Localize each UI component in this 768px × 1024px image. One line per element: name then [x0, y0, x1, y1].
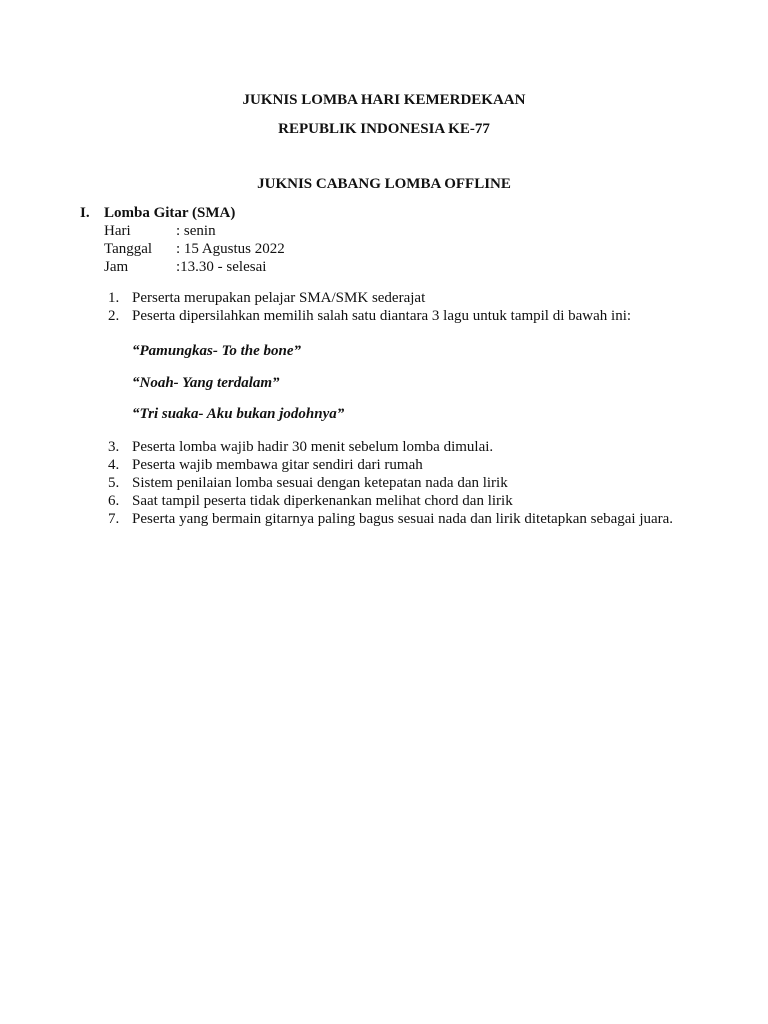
list-item [108, 307, 678, 325]
info-value: : 15 Agustus 2022 [176, 241, 285, 257]
list-number: 1. [108, 290, 120, 306]
list-item [108, 474, 678, 492]
doc-title-line-2: REPUBLIK INDONESIA KE-77 [278, 121, 490, 137]
list-text: Peserta wajib membawa gitar sendiri dari rumah [132, 457, 423, 473]
doc-title-line-1: JUKNIS LOMBA HARI KEMERDEKAAN [242, 92, 526, 108]
list-number: 6. [108, 493, 120, 509]
list-item [108, 289, 678, 307]
list-number: 4. [108, 457, 120, 473]
list-item [108, 438, 678, 456]
list-text: Perserta merupakan pelajar SMA/SMK sederajat [132, 290, 426, 306]
info-value: :13.30 - selesai [176, 259, 267, 275]
song-option-2: “Noah- Yang terdalam” [132, 375, 280, 391]
list-text: Sistem penilaian lomba sesuai dengan ketepatan nada dan lirik [132, 475, 508, 491]
section-number: I. [80, 205, 90, 221]
list-number: 5. [108, 475, 120, 491]
list-text: Peserta dipersilahkan memilih salah satu diantara 3 lagu untuk tampil di bawah ini: [132, 308, 632, 324]
list-number: 3. [108, 439, 120, 455]
list-text: Peserta yang bermain gitarnya paling bagus sesuai nada dan lirik ditetapkan sebagai juara. [132, 511, 674, 527]
list-number: 7. [108, 511, 120, 527]
info-row-jam [104, 258, 266, 276]
list-number: 2. [108, 308, 120, 324]
list-text: Saat tampil peserta tidak diperkenankan melihat chord dan lirik [132, 493, 513, 509]
info-label: Tanggal [104, 241, 153, 257]
info-row-tanggal [104, 240, 285, 258]
info-value: : senin [176, 223, 216, 239]
info-row-hari [104, 222, 216, 240]
info-label: Hari [104, 223, 131, 239]
song-option-1: “Pamungkas- To the bone” [132, 343, 302, 359]
doc-subtitle: JUKNIS CABANG LOMBA OFFLINE [257, 176, 511, 192]
section-title: Lomba Gitar (SMA) [104, 205, 236, 221]
section-heading [80, 204, 235, 222]
info-label: Jam [104, 259, 129, 275]
list-item [108, 492, 678, 510]
list-item [108, 510, 678, 528]
song-option-3: “Tri suaka- Aku bukan jodohnya” [132, 406, 345, 422]
list-item [108, 456, 678, 474]
list-text: Peserta lomba wajib hadir 30 menit sebelum lomba dimulai. [132, 439, 494, 455]
